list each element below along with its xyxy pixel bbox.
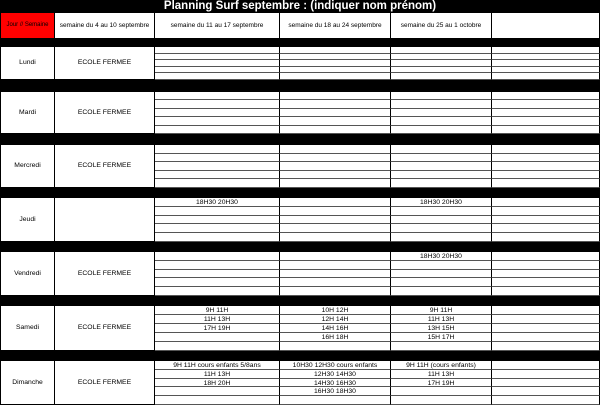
time-slot[interactable] <box>280 162 391 171</box>
time-slot[interactable] <box>155 67 280 74</box>
time-slot[interactable] <box>391 47 492 54</box>
time-slot[interactable] <box>492 396 600 405</box>
time-slot[interactable] <box>391 261 492 270</box>
time-slot[interactable] <box>391 60 492 67</box>
time-slot[interactable] <box>391 126 492 134</box>
time-slot[interactable] <box>155 261 280 270</box>
time-slot[interactable]: 14H 16H <box>280 324 391 333</box>
time-slot[interactable] <box>155 207 280 216</box>
time-slot[interactable] <box>391 162 492 171</box>
week-header-3: semaine du 18 au 24 septembre <box>280 13 391 39</box>
time-slot[interactable] <box>155 73 280 80</box>
time-slot[interactable]: 14H30 16H30 <box>280 379 391 388</box>
time-slot[interactable]: 10H 12H <box>280 306 391 315</box>
time-slot[interactable] <box>492 333 600 342</box>
time-slot[interactable] <box>155 287 280 296</box>
time-slot[interactable] <box>155 92 280 100</box>
day-label-mardi: Mardi <box>0 92 55 134</box>
time-slot[interactable] <box>155 117 280 125</box>
time-slot[interactable] <box>391 216 492 225</box>
time-slot[interactable]: 16H30 18H30 <box>280 387 391 396</box>
time-slot[interactable] <box>391 278 492 287</box>
time-slot[interactable] <box>391 100 492 108</box>
week1-status <box>55 198 155 242</box>
time-slot[interactable]: 18H30 20H30 <box>155 198 280 207</box>
time-slot[interactable] <box>155 179 280 188</box>
time-slot[interactable]: 16H 18H <box>280 333 391 342</box>
time-slot[interactable] <box>492 306 600 315</box>
time-slot[interactable] <box>280 207 391 216</box>
time-slot[interactable] <box>280 278 391 287</box>
time-slot[interactable]: 15H 17H <box>391 333 492 342</box>
time-slot[interactable] <box>391 67 492 74</box>
time-slot[interactable] <box>391 270 492 279</box>
time-slot[interactable] <box>280 270 391 279</box>
time-slot[interactable] <box>492 379 600 388</box>
time-slot[interactable] <box>492 216 600 225</box>
time-slot[interactable] <box>280 60 391 67</box>
time-slot[interactable] <box>391 396 492 405</box>
time-slot[interactable]: 9H 11H cours enfants 5/8ans <box>155 361 280 370</box>
time-slot[interactable] <box>492 387 600 396</box>
time-slot[interactable] <box>492 342 600 351</box>
time-slot[interactable]: 12H30 14H30 <box>280 370 391 379</box>
time-slot[interactable] <box>280 109 391 117</box>
time-slot[interactable] <box>391 145 492 154</box>
time-slot[interactable] <box>155 342 280 351</box>
time-slot[interactable] <box>280 117 391 125</box>
time-slot[interactable]: 18H30 20H30 <box>391 252 492 261</box>
day-label-mercredi: Mercredi <box>0 145 55 188</box>
time-slot[interactable] <box>155 171 280 180</box>
time-slot[interactable] <box>391 207 492 216</box>
time-slot[interactable] <box>492 179 600 188</box>
week1-status: ECOLE FERMEE <box>55 145 155 188</box>
time-slot[interactable]: 17H 19H <box>155 324 280 333</box>
time-slot[interactable] <box>391 342 492 351</box>
time-slot[interactable] <box>155 60 280 67</box>
week-header-2: semaine du 11 au 17 septembre <box>155 13 280 39</box>
week-header-1: semaine du 4 au 10 septembre <box>55 13 155 39</box>
time-slot[interactable] <box>155 233 280 242</box>
week1-status: ECOLE FERMEE <box>55 306 155 351</box>
day-separator <box>0 188 600 198</box>
time-slot[interactable] <box>155 387 280 396</box>
time-slot[interactable]: 10H30 12H30 cours enfants <box>280 361 391 370</box>
week-header-4: semaine du 25 au 1 octobre <box>391 13 492 39</box>
time-slot[interactable] <box>492 315 600 324</box>
time-slot[interactable] <box>155 216 280 225</box>
week1-status: ECOLE FERMEE <box>55 47 155 80</box>
time-slot[interactable] <box>155 47 280 54</box>
time-slot[interactable] <box>391 54 492 61</box>
time-slot[interactable] <box>492 60 600 67</box>
time-slot[interactable]: 9H 11H (cours enfants) <box>391 361 492 370</box>
day-separator <box>0 351 600 361</box>
time-slot[interactable] <box>492 207 600 216</box>
time-slot[interactable] <box>155 109 280 117</box>
time-slot[interactable]: 13H 15H <box>391 324 492 333</box>
week1-status: ECOLE FERMEE <box>55 92 155 134</box>
time-slot[interactable] <box>280 179 391 188</box>
time-slot[interactable]: 9H 11H <box>391 306 492 315</box>
time-slot[interactable] <box>155 396 280 405</box>
time-slot[interactable] <box>492 126 600 134</box>
time-slot[interactable] <box>280 216 391 225</box>
time-slot[interactable] <box>280 261 391 270</box>
time-slot[interactable] <box>391 109 492 117</box>
time-slot[interactable] <box>492 224 600 233</box>
time-slot[interactable] <box>492 54 600 61</box>
time-slot[interactable] <box>492 252 600 261</box>
time-slot[interactable] <box>492 73 600 80</box>
time-slot[interactable] <box>280 287 391 296</box>
time-slot[interactable] <box>280 73 391 80</box>
time-slot[interactable] <box>492 47 600 54</box>
time-slot[interactable] <box>280 198 391 207</box>
time-slot[interactable] <box>280 252 391 261</box>
time-slot[interactable] <box>155 126 280 134</box>
time-slot[interactable]: 12H 14H <box>280 315 391 324</box>
time-slot[interactable] <box>155 154 280 163</box>
day-separator <box>0 39 600 47</box>
time-slot[interactable] <box>280 233 391 242</box>
time-slot[interactable]: 18H30 20H30 <box>391 198 492 207</box>
time-slot[interactable] <box>492 171 600 180</box>
time-slot[interactable] <box>391 387 492 396</box>
page-title: Planning Surf septembre : (indiquer nom prénom) <box>0 0 600 13</box>
time-slot[interactable]: 11H 13H <box>391 315 492 324</box>
time-slot[interactable] <box>280 145 391 154</box>
time-slot[interactable] <box>155 145 280 154</box>
time-slot[interactable] <box>492 67 600 74</box>
time-slot[interactable]: 11H 13H <box>391 370 492 379</box>
time-slot[interactable] <box>280 92 391 100</box>
day-separator <box>0 80 600 92</box>
time-slot[interactable] <box>492 278 600 287</box>
time-slot[interactable] <box>492 162 600 171</box>
day-label-samedi: Samedi <box>0 306 55 351</box>
time-slot[interactable] <box>492 117 600 125</box>
time-slot[interactable] <box>492 92 600 100</box>
time-slot[interactable]: 17H 19H <box>391 379 492 388</box>
time-slot[interactable] <box>391 233 492 242</box>
header-corner: Jour // Semaine <box>0 13 55 39</box>
time-slot[interactable]: 11H 13H <box>155 370 280 379</box>
time-slot[interactable] <box>280 54 391 61</box>
day-separator <box>0 242 600 252</box>
week-header-5 <box>492 13 600 39</box>
time-slot[interactable]: 11H 13H <box>155 315 280 324</box>
time-slot[interactable] <box>155 252 280 261</box>
day-label-lundi: Lundi <box>0 47 55 80</box>
time-slot[interactable] <box>492 145 600 154</box>
time-slot[interactable] <box>492 261 600 270</box>
time-slot[interactable] <box>492 324 600 333</box>
time-slot[interactable] <box>280 396 391 405</box>
time-slot[interactable] <box>280 126 391 134</box>
time-slot[interactable] <box>492 109 600 117</box>
time-slot[interactable] <box>280 342 391 351</box>
time-slot[interactable] <box>155 54 280 61</box>
time-slot[interactable] <box>155 270 280 279</box>
time-slot[interactable] <box>155 333 280 342</box>
time-slot[interactable] <box>280 100 391 108</box>
time-slot[interactable] <box>391 224 492 233</box>
time-slot[interactable]: 9H 11H <box>155 306 280 315</box>
time-slot[interactable] <box>492 361 600 370</box>
time-slot[interactable] <box>155 278 280 287</box>
time-slot[interactable] <box>391 92 492 100</box>
time-slot[interactable] <box>492 198 600 207</box>
day-separator <box>0 296 600 306</box>
time-slot[interactable] <box>492 270 600 279</box>
time-slot[interactable] <box>155 224 280 233</box>
day-label-jeudi: Jeudi <box>0 198 55 242</box>
time-slot[interactable]: 18H 20H <box>155 379 280 388</box>
time-slot[interactable] <box>492 287 600 296</box>
time-slot[interactable] <box>492 233 600 242</box>
time-slot[interactable] <box>391 73 492 80</box>
time-slot[interactable] <box>492 100 600 108</box>
time-slot[interactable] <box>280 154 391 163</box>
time-slot[interactable] <box>280 47 391 54</box>
time-slot[interactable] <box>492 370 600 379</box>
time-slot[interactable] <box>280 224 391 233</box>
time-slot[interactable] <box>155 100 280 108</box>
week1-status: ECOLE FERMEE <box>55 252 155 296</box>
day-label-dimanche: Dimanche <box>0 361 55 405</box>
time-slot[interactable] <box>391 179 492 188</box>
time-slot[interactable] <box>280 67 391 74</box>
week1-status: ECOLE FERMEE <box>55 361 155 405</box>
time-slot[interactable] <box>155 162 280 171</box>
time-slot[interactable] <box>280 171 391 180</box>
time-slot[interactable] <box>391 117 492 125</box>
day-separator <box>0 134 600 145</box>
time-slot[interactable] <box>492 154 600 163</box>
day-label-vendredi: Vendredi <box>0 252 55 296</box>
time-slot[interactable] <box>391 171 492 180</box>
time-slot[interactable] <box>391 287 492 296</box>
time-slot[interactable] <box>391 154 492 163</box>
